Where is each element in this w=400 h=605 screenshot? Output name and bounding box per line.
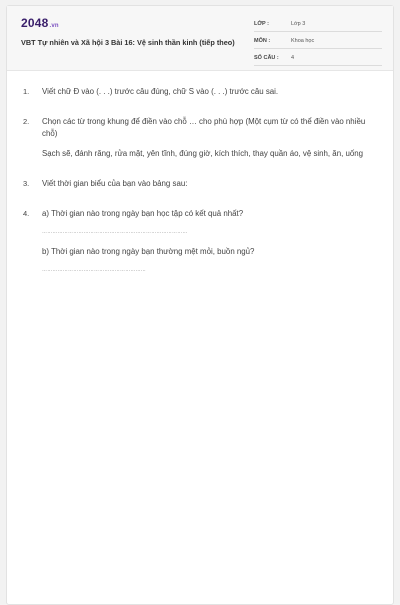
question-4 [23, 208, 379, 274]
question-4a-text: a) Thời gian nào trong ngày bạn học tập có kết quả nhất? [42, 209, 244, 218]
question-3 [23, 178, 379, 190]
question-4b-text: b) Thời gian nào trong ngày bạn thường mệt mỏi, buồn ngủ? [42, 247, 255, 256]
question-number: 2. [23, 117, 30, 126]
word-bank: Sạch sẽ, đánh răng, rửa mặt, yên tĩnh, đúng giờ, kích thích, thay quần áo, vệ sinh, ăn, uống [42, 149, 364, 158]
document-title: VBT Tự nhiên và Xã hội 3 Bài 16: Vệ sinh thần kinh (tiếp theo) [21, 38, 235, 47]
answer-line-4b: …………………………………………………… [42, 267, 146, 273]
document-body [23, 86, 379, 292]
question-text: Viết chữ Đ vào (. . .) trước câu đúng, chữ S vào (. . .) trước câu sai. [42, 87, 279, 96]
meta-label: MÔN : [254, 38, 271, 44]
question-text: Chọn các từ trong khung để điền vào chỗ … cho phù hợp (Một cụm từ có thể điền vào nhiều chỗ) [42, 117, 366, 138]
logo-tld: .vn [49, 23, 59, 29]
document-sheet [6, 5, 394, 605]
question-text: Viết thời gian biểu của bạn vào bảng sau: [42, 179, 188, 188]
meta-row-count [254, 52, 382, 66]
meta-value: 4 [291, 55, 295, 61]
answer-line-4a: ………………………………………………………………………… [42, 229, 188, 235]
meta-label: LỚP : [254, 21, 269, 27]
meta-row-class [254, 18, 382, 32]
question-number: 4. [23, 209, 30, 218]
meta-value: Khoa học [291, 38, 315, 44]
meta-value: Lớp 3 [291, 21, 306, 27]
question-1 [23, 86, 379, 98]
meta-label: SỐ CÂU : [254, 55, 279, 61]
meta-row-subject [254, 35, 382, 49]
question-number: 3. [23, 179, 30, 188]
logo-text: 2048 [21, 16, 49, 30]
question-2 [23, 116, 379, 160]
document-header [7, 6, 393, 71]
site-logo[interactable] [21, 16, 59, 30]
question-number: 1. [23, 87, 30, 96]
document-meta [254, 18, 382, 69]
